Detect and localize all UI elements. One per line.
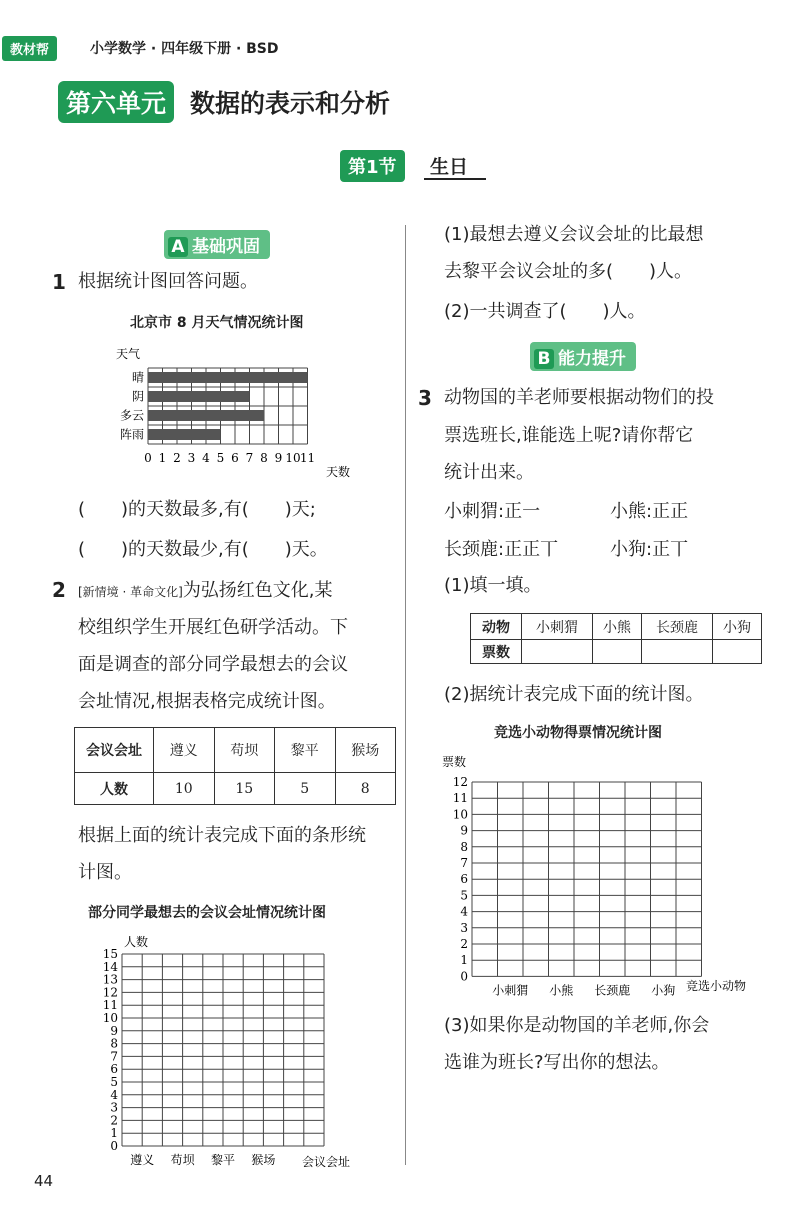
q3-tally-0 — [444, 494, 540, 530]
unit-badge: 第六单元 — [58, 81, 174, 123]
q3-x-axis-label: 竞选小动物 — [686, 979, 747, 993]
q3-tick-label: 1 — [460, 953, 468, 968]
q1-tick-label: 11 — [299, 451, 316, 465]
q2-tick-label: 10 — [102, 1011, 118, 1025]
q1-tick-label: 0 — [144, 451, 152, 465]
q3-text3: 统计出来。 — [444, 462, 534, 483]
q3-table-blank-cell[interactable] — [641, 640, 712, 664]
q3-category-label: 小狗 — [651, 983, 676, 998]
page-number: 44 — [34, 1172, 54, 1190]
q2-tick-label: 11 — [102, 998, 118, 1013]
q2-table — [74, 727, 396, 805]
q3-sub3-a: (3)如果你是动物国的羊老师,你会 — [444, 1015, 710, 1036]
q2-tick-label: 13 — [102, 972, 118, 987]
q2-tick-label: 9 — [110, 1023, 118, 1038]
q2-tick-label: 1 — [110, 1126, 118, 1141]
q1-tick-label: 2 — [173, 451, 181, 465]
q3-text2: 票选班长,谁能选上呢?请你帮它 — [444, 425, 694, 446]
q2-table-col: 猴场 — [335, 728, 396, 773]
q2-table-val: 8 — [335, 773, 396, 805]
q2-grid[interactable] — [122, 954, 324, 1146]
tally-marks: 正正 — [652, 501, 689, 522]
tally-marks: 正一 — [504, 501, 541, 522]
header-tag: 教材帮 — [2, 36, 57, 61]
q2-table-col: 苟坝 — [214, 728, 275, 773]
tally-name: 小熊: — [610, 501, 653, 522]
q3-sub2: (2)据统计表完成下面的统计图。 — [444, 684, 704, 705]
q2-tick-label: 4 — [110, 1087, 118, 1102]
q1-number: 1 — [52, 270, 66, 294]
q2-tick-label: 0 — [110, 1139, 118, 1153]
q2-tick-label: 8 — [110, 1036, 118, 1051]
q2-table-row-label: 人数 — [75, 773, 154, 805]
book-title: 小学数学 · 四年级下册 · BSD — [90, 41, 279, 57]
q2-text5: 根据上面的统计表完成下面的条形统 — [78, 825, 366, 846]
q2-chart-title: 部分同学最想去的会议会址情况统计图 — [88, 905, 326, 921]
q2-tick-label: 14 — [102, 959, 118, 974]
q3-tick-label: 6 — [460, 872, 468, 887]
section-title: 生日 — [430, 156, 469, 178]
q3-text1: 动物国的羊老师要根据动物们的投 — [444, 387, 714, 408]
q2-sub1-b: 去黎平会议会址的多( )人。 — [444, 261, 693, 282]
q3-chart-title: 竞选小动物得票情况统计图 — [494, 725, 662, 741]
q2-category-label: 黎平 — [210, 1153, 236, 1167]
part-a-label: 基础巩固 — [192, 237, 260, 257]
q1-category-label: 阵雨 — [119, 427, 144, 442]
q1-category-label: 阴 — [131, 389, 144, 404]
q3-tick-label: 11 — [452, 791, 468, 806]
q1-weather-chart — [110, 340, 370, 490]
q2-category-label: 遵义 — [130, 1153, 155, 1167]
q1-bar — [148, 372, 308, 383]
q2-sub1-a: (1)最想去遵义会议会址的比最想 — [444, 224, 704, 245]
q1-tick-label: 8 — [260, 451, 268, 465]
q1-bar — [148, 410, 264, 421]
q3-tick-label: 12 — [452, 775, 468, 789]
q2-table-header: 会议会址 — [75, 728, 154, 773]
q3-tick-label: 7 — [460, 856, 468, 870]
q2-tag: [新情境 · 革命文化] — [78, 585, 183, 599]
q2-table-col: 遵义 — [154, 728, 215, 773]
q3-table-col: 长颈鹿 — [641, 614, 712, 640]
q3-number: 3 — [418, 386, 432, 410]
q2-x-axis-label: 会议会址 — [302, 1155, 351, 1169]
unit-title: 数据的表示和分析 — [190, 89, 391, 118]
q2-tick-label: 2 — [110, 1113, 118, 1128]
q3-table — [470, 613, 762, 664]
column-divider — [405, 225, 406, 1165]
q3-tally-2 — [444, 532, 558, 568]
part-b-letter: B — [534, 349, 554, 369]
q2-text4: 会址情况,根据表格完成统计图。 — [78, 691, 336, 712]
q3-table-col: 小刺猬 — [522, 614, 593, 640]
q1-fill-line1: ( )的天数最多,有( )天; — [78, 499, 316, 520]
section-badge: 第1节 — [340, 150, 405, 182]
q2-text1: 为弘扬红色文化,某 — [182, 580, 333, 601]
q3-category-label: 小刺猬 — [492, 983, 529, 998]
q2-number: 2 — [52, 578, 66, 602]
part-a-letter: A — [168, 237, 188, 257]
q3-table-header: 动物 — [471, 614, 522, 640]
q1-bar — [148, 429, 221, 440]
q3-table-blank-cell[interactable] — [593, 640, 642, 664]
q3-y-axis-label: 票数 — [442, 755, 467, 769]
q2-table-val: 15 — [214, 773, 275, 805]
q2-category-label: 猴场 — [251, 1153, 276, 1167]
tally-marks: 正正丅 — [504, 539, 559, 560]
q2-table-val: 5 — [275, 773, 336, 805]
q3-tally-1 — [610, 494, 688, 530]
q1-tick-label: 4 — [202, 451, 210, 465]
q2-tick-label: 5 — [110, 1075, 118, 1089]
q3-tick-label: 3 — [460, 920, 468, 935]
tally-name: 小狗: — [610, 539, 653, 560]
q2-table-col: 黎平 — [275, 728, 336, 773]
q2-category-label: 苟坝 — [170, 1153, 195, 1167]
q2-sub2: (2)一共调查了( )人。 — [444, 301, 646, 322]
q3-table-blank-cell[interactable] — [713, 640, 762, 664]
q3-tick-label: 0 — [460, 969, 468, 984]
q1-category-label: 多云 — [119, 408, 144, 423]
part-b-banner — [530, 342, 636, 371]
q2-y-axis-label: 人数 — [124, 935, 149, 949]
q2-text6: 计图。 — [78, 862, 132, 883]
q2-tick-labels — [103, 947, 119, 1153]
tally-marks: 正丅 — [652, 539, 689, 560]
q2-tick-label: 3 — [110, 1100, 118, 1115]
q1-bar — [148, 391, 250, 402]
q1-tick-label: 3 — [187, 451, 196, 465]
q3-blank-chart — [436, 752, 776, 1000]
q2-tick-label: 15 — [102, 947, 118, 961]
q1-tick-label: 10 — [285, 451, 301, 465]
q1-tick-label: 6 — [231, 451, 239, 465]
q1-y-axis-label: 天气 — [116, 347, 141, 361]
q2-line1 — [78, 573, 333, 610]
q1-tick-labels — [144, 451, 315, 465]
q3-category-label: 小熊 — [549, 983, 574, 998]
q1-x-axis-label: 天数 — [326, 465, 351, 479]
q3-sub1: (1)填一填。 — [444, 575, 542, 596]
q1-fill-line2: ( )的天数最少,有( )天。 — [78, 539, 328, 560]
q3-sub3-b: 选谁为班长?写出你的想法。 — [444, 1052, 670, 1073]
q3-tick-label: 4 — [460, 904, 468, 919]
q3-grid[interactable] — [472, 782, 702, 976]
q1-tick-label: 7 — [245, 451, 254, 465]
q2-category-labels — [130, 1152, 275, 1167]
q3-category-label: 长颈鹿 — [594, 983, 631, 998]
q1-tick-label: 5 — [216, 451, 225, 465]
q2-tick-label: 7 — [110, 1049, 118, 1064]
q2-tick-label: 12 — [102, 985, 118, 1000]
tally-name: 长颈鹿: — [444, 539, 505, 560]
tally-name: 小刺猬: — [444, 501, 505, 522]
part-a-banner — [164, 230, 270, 259]
q3-table-blank-cell[interactable] — [522, 640, 593, 664]
q1-chart-title: 北京市 8 月天气情况统计图 — [130, 315, 304, 331]
q3-table-col: 小狗 — [713, 614, 762, 640]
q1-category-labels — [120, 370, 144, 442]
q3-tick-labels — [453, 775, 469, 983]
q1-category-label: 晴 — [131, 370, 144, 385]
part-b-label: 能力提升 — [558, 349, 626, 369]
q2-text3: 面是调查的部分同学最想去的会议 — [78, 654, 348, 675]
q2-table-val: 10 — [154, 773, 215, 805]
q1-tick-label: 9 — [274, 451, 283, 465]
q1-tick-label: 1 — [158, 451, 167, 465]
q3-tick-label: 10 — [452, 807, 468, 822]
q3-tally-3 — [610, 532, 688, 568]
q3-table-col: 小熊 — [593, 614, 642, 640]
q2-text2: 校组织学生开展红色研学活动。下 — [78, 617, 348, 638]
q3-tick-label: 5 — [460, 888, 468, 903]
q3-tick-label: 9 — [460, 823, 468, 838]
section-underline — [424, 178, 486, 180]
q1-text: 根据统计图回答问题。 — [78, 271, 258, 292]
q3-category-labels — [492, 982, 675, 997]
q2-blank-chart — [90, 930, 390, 1175]
q3-table-row-label: 票数 — [471, 640, 522, 664]
q2-tick-label: 6 — [110, 1062, 118, 1077]
q3-tick-label: 8 — [460, 839, 468, 854]
q3-tick-label: 2 — [460, 937, 468, 951]
